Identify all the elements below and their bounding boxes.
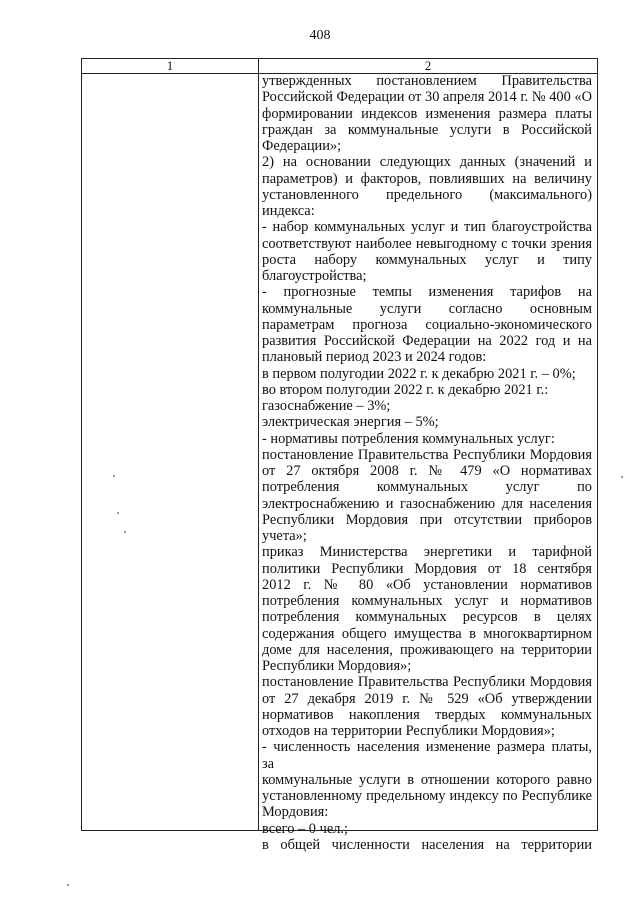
- scan-speck: [113, 475, 115, 477]
- text-line: плановый период 2023 и 2024 годов:: [262, 349, 487, 366]
- text-line: газоснабжение – 3%;: [262, 398, 391, 414]
- column-header-2: 2: [424, 58, 432, 73]
- text-line: электроснабжению и газоснабжению для населения: [262, 495, 592, 512]
- scan-speck: [67, 884, 69, 886]
- text-line: Российской Федерации от 30 апреля 2014 г. № 400 «О: [262, 89, 592, 106]
- text-line: граждан за коммунальные услуги в Российской: [262, 121, 592, 138]
- text-line: параметров) и факторов, повлиявших на величину: [262, 170, 592, 187]
- text-line: утвержденных постановлением Правительства: [262, 73, 592, 89]
- text-line: 2) на основании следующих данных (значений и: [262, 154, 592, 171]
- text-line: потребления коммунальных ресурсов в целях: [262, 609, 592, 626]
- text-line: потребления коммунальных услуг по: [262, 479, 592, 496]
- text-line: постановление Правительства Республики Мордовия: [262, 446, 592, 463]
- text-line: от 27 октября 2008 г. № 479 «О нормативах: [262, 463, 592, 479]
- text-line: установленному предельному индексу по Республике: [262, 788, 592, 804]
- text-line: развития Российской Федерации на 2022 год и на: [262, 333, 592, 349]
- text-line: учета»;: [262, 528, 307, 544]
- text-line: политики Республики Мордовия от 18 сентября: [262, 560, 592, 577]
- text-line: во втором полугодии 2022 г. к декабрю 2021 г.:: [262, 381, 549, 398]
- text-line: параметрам прогноза социально-экономического: [262, 316, 592, 333]
- text-line: соответствуют наиболее невыгодному с точки зрения: [262, 235, 592, 252]
- column-2-text: [262, 73, 592, 853]
- text-line: доме для населения, проживающего на территории: [262, 641, 592, 658]
- text-line: формировании индексов изменения размера платы: [262, 105, 592, 122]
- text-line: роста набору коммунальных услуг и типу: [262, 251, 592, 268]
- text-line: установленного предельного (максимального): [262, 186, 592, 203]
- text-line: 2012 г. № 80 «Об установлении нормативов: [262, 576, 592, 593]
- text-line: отходов на территории Республики Мордовия»;: [262, 723, 555, 739]
- scan-speck: [621, 476, 623, 478]
- text-line: Федерации»;: [262, 138, 342, 154]
- column-divider: [258, 59, 259, 830]
- scan-speck: [117, 512, 119, 514]
- table-header-row: [82, 59, 597, 74]
- text-line: - набор коммунальных услуг и тип благоустройства: [262, 219, 592, 236]
- scan-speck: [124, 531, 126, 533]
- column-header-1: 1: [166, 58, 174, 73]
- text-line: Республики Мордовия»;: [262, 658, 412, 674]
- text-line: от 27 декабря 2019 г. № 529 «Об утверждении: [262, 690, 592, 707]
- text-line: коммунальные услуги в отношении которого равно: [262, 771, 592, 788]
- text-line: постановление Правительства Республики Мордовия: [262, 674, 592, 691]
- text-line: содержания общего имущества в многоквартирном: [262, 625, 592, 642]
- text-line: потребления коммунальных услуг и нормативов: [262, 593, 592, 609]
- text-line: индекса:: [262, 203, 315, 219]
- page-number: 408: [309, 28, 331, 43]
- text-line: приказ Министерства энергетики и тарифной: [262, 544, 592, 561]
- text-line: Мордовия:: [262, 804, 329, 821]
- text-line: - нормативы потребления коммунальных услуг:: [262, 430, 555, 447]
- text-line: нормативов накопления твердых коммунальных: [262, 706, 592, 723]
- document-table: [81, 58, 598, 853]
- text-line: всего – 0 чел.;: [262, 820, 348, 837]
- text-line: - прогнозные темпы изменения тарифов на: [262, 284, 592, 301]
- text-line: коммунальные услуги согласно основным: [262, 300, 592, 317]
- text-line: - численность населения изменение размера платы, за: [262, 739, 592, 772]
- text-line: электрическая энергия – 5%;: [262, 414, 439, 431]
- text-line: Республики Мордовия при отсутствии приборов: [262, 511, 592, 528]
- text-line: благоустройства;: [262, 268, 367, 284]
- text-line: в первом полугодии 2022 г. к декабрю 2021 г. – 0%;: [262, 365, 576, 382]
- text-line: в общей численности населения на территории: [262, 836, 592, 853]
